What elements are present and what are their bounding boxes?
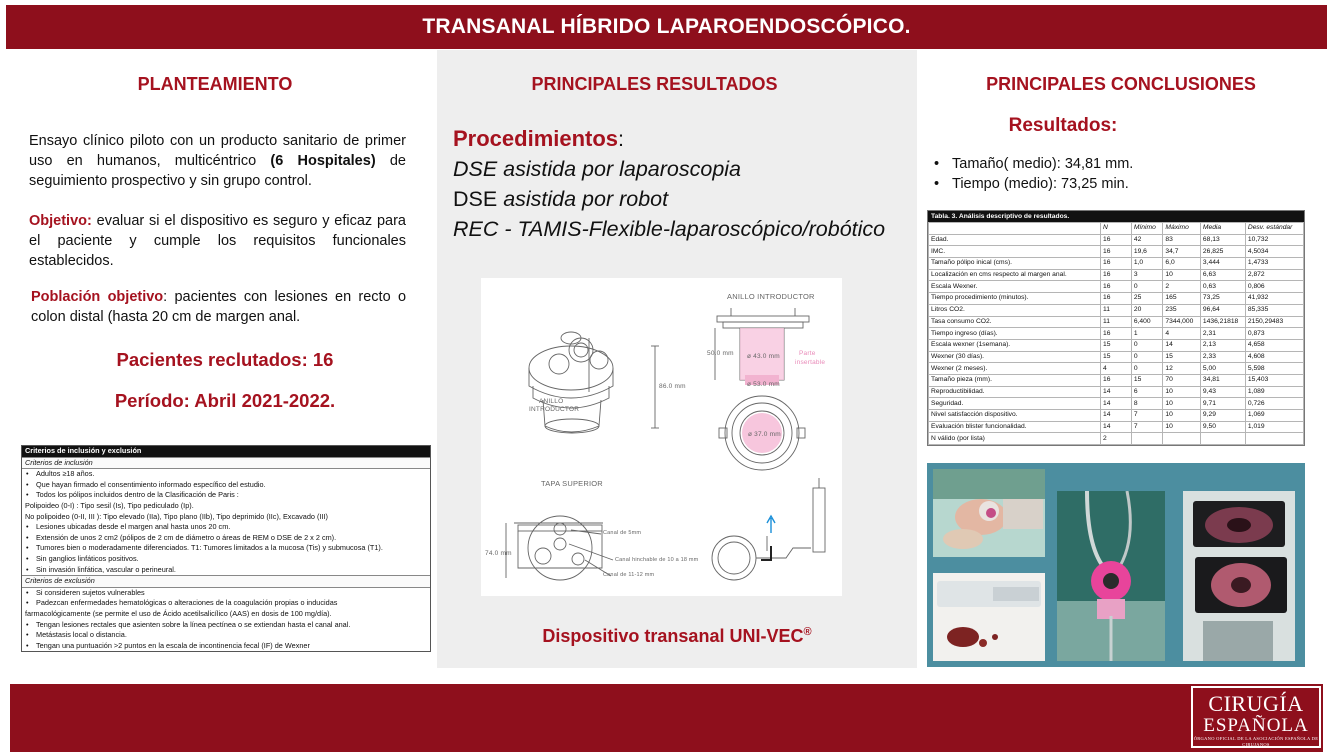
value-cell: 6,0 — [1163, 258, 1201, 270]
inclusion-item: • Adultos ≥18 años. — [22, 469, 430, 480]
value-cell: 19,6 — [1131, 246, 1163, 258]
value-cell: 16 — [1101, 293, 1132, 305]
row-label-cell: Escala Wexner. — [929, 281, 1101, 293]
results-table-row — [929, 421, 1304, 433]
value-cell: 2150,29483 — [1245, 316, 1303, 328]
value-cell: 4 — [1101, 363, 1132, 375]
value-cell: 1,4733 — [1245, 258, 1303, 270]
row-label-cell: Tamaño pólipo inical (cms). — [929, 258, 1101, 270]
value-cell: 34,81 — [1200, 374, 1245, 386]
value-cell: 0,63 — [1200, 281, 1245, 293]
exclusion-item: • Tengan una puntuación >2 puntos en la escala de incontinencia fecal (IF) de Wexner — [22, 641, 430, 652]
value-cell: 15 — [1163, 351, 1201, 363]
results-table-row — [929, 246, 1304, 258]
device-caption: Dispositivo transanal UNI-VEC® — [542, 626, 812, 646]
paris-polipoideo: Polipoideo (0-I) : Tipo sesil (Is), Tipo pediculado (Ip). — [25, 500, 194, 510]
row-label-cell: Reproductibilidad. — [929, 386, 1101, 398]
header-cell: Máximo — [1163, 223, 1201, 235]
photo-specimen-image — [933, 573, 1045, 661]
bullet-size: • Tamaño( medio): 34,81 mm. — [932, 154, 1133, 174]
value-cell: 2,31 — [1200, 328, 1245, 340]
value-cell: 25 — [1131, 293, 1163, 305]
value-cell: 2 — [1101, 433, 1132, 445]
row-label-cell: IMC. — [929, 246, 1101, 258]
study-period: Período: Abril 2021-2022. — [114, 390, 336, 411]
label-anillo-introductor: ANILLO INTRODUCTOR — [727, 292, 815, 301]
value-cell: 10 — [1163, 386, 1201, 398]
photo-surgery-1 — [933, 469, 1045, 557]
value-cell: 14 — [1101, 410, 1132, 422]
value-cell: 235 — [1163, 304, 1201, 316]
header-cell — [929, 223, 1101, 235]
results-table-row — [929, 304, 1304, 316]
header-cell: N — [1101, 223, 1132, 235]
label-d53: ø 53.0 mm — [747, 381, 780, 388]
photo-device-in-use-image — [1057, 491, 1165, 661]
value-cell: 16 — [1101, 258, 1132, 270]
value-cell: 11 — [1101, 316, 1132, 328]
value-cell — [1131, 433, 1163, 445]
value-cell: 14 — [1101, 386, 1132, 398]
resultados-subheading: Resultados: — [1008, 115, 1118, 136]
results-table-caption: Tabla. 3. Análisis descriptivo de resultados. — [928, 211, 1304, 222]
photo-endoscopy-monitor-image — [1183, 491, 1295, 661]
heading-planteamiento: PLANTEAMIENTO — [137, 74, 293, 94]
value-cell: 15 — [1101, 339, 1132, 351]
inclusion-item: • Extensión de unos 2 cm2 (pólipos de 2 cm de diámetro o áreas de REM o DSE de 2 x 2 cm). — [22, 533, 430, 544]
value-cell: 15 — [1101, 351, 1132, 363]
value-cell: 16 — [1101, 246, 1132, 258]
header-cell: Media — [1200, 223, 1245, 235]
row-label-cell: Tiempo procedimiento (minutos). — [929, 293, 1101, 305]
value-cell: 1 — [1131, 328, 1163, 340]
results-table-row — [929, 386, 1304, 398]
value-cell: 16 — [1101, 234, 1132, 246]
value-cell: 5,00 — [1200, 363, 1245, 375]
value-cell: 10 — [1163, 410, 1201, 422]
value-cell: 3 — [1131, 269, 1163, 281]
row-label-cell: Nivel satisfacción dispositivo. — [929, 410, 1101, 422]
inclusion-item: • Sin ganglios linfáticos positivos. — [22, 554, 430, 565]
value-cell: 1,0 — [1131, 258, 1163, 270]
value-cell: 14 — [1163, 339, 1201, 351]
value-cell: 4,658 — [1245, 339, 1303, 351]
photo-device-in-use — [1057, 491, 1165, 661]
value-cell: 16 — [1101, 374, 1132, 386]
results-table-row — [929, 234, 1304, 246]
value-cell: 34,7 — [1163, 246, 1201, 258]
value-cell: 4 — [1163, 328, 1201, 340]
value-cell: 0 — [1131, 351, 1163, 363]
row-label-cell: Edad. — [929, 234, 1101, 246]
procedures-label: Procedimientos — [453, 126, 619, 151]
intro-paragraph: Ensayo clínico piloto con un producto sanitario de primer uso en humanos, multicéntrico (6 Hospitales) de seguimiento prospectivo y sin grupo control. — [29, 133, 406, 189]
header-cell: Desv. estándar — [1245, 223, 1303, 235]
label-parte: Parte — [799, 350, 816, 357]
bullet-time: • Tiempo (medio): 73,25 min. — [932, 174, 1133, 194]
value-cell — [1163, 433, 1201, 445]
results-table — [927, 210, 1305, 446]
label-tapa-superior: TAPA SUPERIOR — [541, 479, 603, 488]
row-label-cell: Localización en cms respecto al margen anal. — [929, 269, 1101, 281]
results-table-header — [929, 223, 1304, 235]
value-cell: 1,019 — [1245, 421, 1303, 433]
row-label-cell: Seguridad. — [929, 398, 1101, 410]
label-d37: ø 37.0 mm — [748, 431, 781, 438]
results-table-row — [929, 339, 1304, 351]
value-cell: 42 — [1131, 234, 1163, 246]
paris-no-polipoideo: No polipoideo (0-II, III ): Tipo elevado (IIa), Tipo plano (IIb), Tipo deprimido (IIc), Excavado (III) — [25, 511, 328, 521]
header-cell: Mínimo — [1131, 223, 1163, 235]
value-cell: 4,608 — [1245, 351, 1303, 363]
value-cell: 15 — [1131, 374, 1163, 386]
population-paragraph: Población objetivo: pacientes con lesiones en recto o colon distal (hasta 20 cm de margen anal. — [31, 289, 407, 325]
value-cell: 7 — [1131, 421, 1163, 433]
value-cell: 10 — [1163, 269, 1201, 281]
heading-resultados: PRINCIPALES RESULTADOS — [531, 74, 778, 94]
value-cell — [1245, 433, 1303, 445]
results-table-row — [929, 410, 1304, 422]
value-cell: 4,5034 — [1245, 246, 1303, 258]
criteria-table — [21, 445, 431, 652]
procedure-2: DSE asistida por robot — [453, 187, 669, 211]
value-cell: 14 — [1101, 421, 1132, 433]
heading-conclusiones: PRINCIPALES CONCLUSIONES — [986, 74, 1256, 94]
value-cell: 9,71 — [1200, 398, 1245, 410]
results-table-row — [929, 281, 1304, 293]
value-cell: 6 — [1131, 386, 1163, 398]
value-cell: 16 — [1101, 328, 1132, 340]
row-label-cell: Wexner (30 días). — [929, 351, 1101, 363]
surgical-photos — [927, 463, 1305, 667]
inclusion-item: • Lesiones ubicadas desde el margen anal hasta unos 20 cm. — [22, 522, 430, 533]
row-label-cell: Tamaño pieza (mm). — [929, 374, 1101, 386]
inclusion-item: • Tumores bien o moderadamente diferenciados. T1: Tumores limitados a la mucosa (Tis) y submucosa (T1). — [22, 543, 430, 554]
exclusion-title: Criterios de exclusión — [22, 575, 430, 588]
logo-line-2: ESPAÑOLA — [1203, 715, 1309, 736]
value-cell: 10,732 — [1245, 234, 1303, 246]
results-table-row — [929, 351, 1304, 363]
value-cell: 0 — [1131, 281, 1163, 293]
cirugia-espanola-logo — [1191, 686, 1321, 748]
value-cell: 3,444 — [1200, 258, 1245, 270]
results-table-row — [929, 374, 1304, 386]
value-cell: 2,872 — [1245, 269, 1303, 281]
value-cell: 1,089 — [1245, 386, 1303, 398]
photo-endoscopy-monitor — [1183, 491, 1295, 661]
value-cell: 41,932 — [1245, 293, 1303, 305]
row-label-cell: Escala wexner (1semana). — [929, 339, 1101, 351]
value-cell: 0,726 — [1245, 398, 1303, 410]
footer-bar — [10, 684, 1323, 752]
value-cell: 1,069 — [1245, 410, 1303, 422]
device-drawing — [481, 278, 842, 596]
results-table-row — [929, 258, 1304, 270]
value-cell: 73,25 — [1200, 293, 1245, 305]
value-cell: 68,13 — [1200, 234, 1245, 246]
value-cell: 6,63 — [1200, 269, 1245, 281]
label-d43: ø 43.0 mm — [747, 353, 780, 360]
value-cell: 5,598 — [1245, 363, 1303, 375]
exclusion-item: • Metástasis local o distancia. — [22, 630, 430, 641]
results-table-row — [929, 316, 1304, 328]
value-cell: 14 — [1101, 398, 1132, 410]
value-cell: 10 — [1163, 421, 1201, 433]
results-table-row — [929, 398, 1304, 410]
value-cell: 9,50 — [1200, 421, 1245, 433]
value-cell: 165 — [1163, 293, 1201, 305]
row-label-cell: Litros CO2. — [929, 304, 1101, 316]
poster-title: TRANSANAL HÍBRIDO LAPAROENDOSCÓPICO. — [6, 5, 1327, 49]
value-cell: 26,825 — [1200, 246, 1245, 258]
value-cell: 8 — [1131, 398, 1163, 410]
exclusion-item: • Padezcan enfermedades hematológicas o alteraciones de la coagulación propias o inducidas — [22, 598, 430, 609]
device-diagram — [481, 278, 842, 596]
results-table-row — [929, 269, 1304, 281]
value-cell: 20 — [1131, 304, 1163, 316]
label-86mm: 86.0 mm — [659, 383, 686, 390]
procedures-block: Procedimientos: DSE asistida por laparoscopia DSE asistida por robot REC - TAMIS-Flexible-laparoscópico/robótico — [453, 124, 913, 244]
row-label-cell: Wexner (2 meses). — [929, 363, 1101, 375]
value-cell: 83 — [1163, 234, 1201, 246]
value-cell: 2,13 — [1200, 339, 1245, 351]
value-cell: 7 — [1131, 410, 1163, 422]
label-50mm: 50.0 mm — [707, 350, 734, 357]
value-cell: 10 — [1163, 398, 1201, 410]
value-cell: 6,400 — [1131, 316, 1163, 328]
label-introductor: INTRODUCTOR — [529, 406, 580, 413]
results-table-row — [929, 363, 1304, 375]
label-canal-5mm: Canal de 5mm — [603, 530, 642, 536]
label-74mm: 74.0 mm — [485, 550, 512, 557]
procedure-1: DSE asistida por laparoscopia — [453, 157, 742, 181]
value-cell: 9,43 — [1200, 386, 1245, 398]
label-insertable: insertable — [795, 359, 826, 366]
row-label-cell: Tasa consumo CO2. — [929, 316, 1101, 328]
value-cell: 16 — [1101, 281, 1132, 293]
value-cell: 0 — [1131, 339, 1163, 351]
row-label-cell: Tiempo ingreso (días). — [929, 328, 1101, 340]
value-cell: 15,403 — [1245, 374, 1303, 386]
value-cell: 2,33 — [1200, 351, 1245, 363]
row-label-cell: N válido (por lista) — [929, 433, 1101, 445]
value-cell: 0,806 — [1245, 281, 1303, 293]
photo-surgery-1-image — [933, 469, 1045, 557]
logo-line-1: CIRUGÍA — [1208, 691, 1304, 716]
label-anillo: ANILLO — [539, 398, 564, 405]
value-cell: 0 — [1131, 363, 1163, 375]
value-cell: 85,335 — [1245, 304, 1303, 316]
value-cell: 16 — [1101, 269, 1132, 281]
logo-line-3: ÓRGANO OFICIAL DE LA ASOCIACIÓN ESPAÑOLA DE CIRUJANOS — [1193, 736, 1319, 747]
exclusion-item: • Tengan lesiones rectales que asienten sobre la línea pectínea o se extiendan hasta el canal anal. — [22, 620, 430, 631]
value-cell: 1436,21818 — [1200, 316, 1245, 328]
inclusion-item: • Sin invasión linfática, vascular o perineural. — [22, 565, 430, 576]
value-cell: 96,64 — [1200, 304, 1245, 316]
exclusion-item: • Si consideren sujetos vulnerables — [22, 588, 430, 599]
inclusion-title: Criterios de inclusión — [22, 457, 430, 470]
results-table-row — [929, 328, 1304, 340]
objective-paragraph: Objetivo: evaluar si el dispositivo es seguro y eficaz para el paciente y cumple los requisitos funcionales establecidos. — [29, 213, 406, 269]
value-cell — [1200, 433, 1245, 445]
value-cell: 11 — [1101, 304, 1132, 316]
label-canal-hinchable: Canal hinchable de 10 a 18 mm — [615, 557, 699, 563]
inclusion-item: • Todos los pólipos incluidos dentro de la Clasificación de Paris : — [22, 490, 430, 501]
results-table-row — [929, 293, 1304, 305]
value-cell: 7344,000 — [1163, 316, 1201, 328]
exclusion-item-continued: farmacológicamente (se permite el uso de Ácido acetilsalicílico (AAS) en dosis de 100 mg/día). — [25, 608, 332, 618]
value-cell: 9,29 — [1200, 410, 1245, 422]
value-cell: 0,873 — [1245, 328, 1303, 340]
results-table-row — [929, 433, 1304, 445]
results-bullets — [932, 154, 1133, 194]
value-cell: 12 — [1163, 363, 1201, 375]
criteria-title: Criterios de inclusión y exclusión — [22, 446, 430, 457]
row-label-cell: Evaluación blister funcionalidad. — [929, 421, 1101, 433]
value-cell: 70 — [1163, 374, 1201, 386]
recruited-patients: Pacientes reclutados: 16 — [116, 349, 334, 370]
label-canal-11-12mm: Canal de 11-12 mm — [603, 572, 655, 578]
value-cell: 2 — [1163, 281, 1201, 293]
procedure-3: REC - TAMIS-Flexible-laparoscópico/robótico — [453, 217, 886, 241]
inclusion-item: • Que hayan firmado el consentimiento informado específico del estudio. — [22, 480, 430, 491]
photo-specimen — [933, 573, 1045, 661]
